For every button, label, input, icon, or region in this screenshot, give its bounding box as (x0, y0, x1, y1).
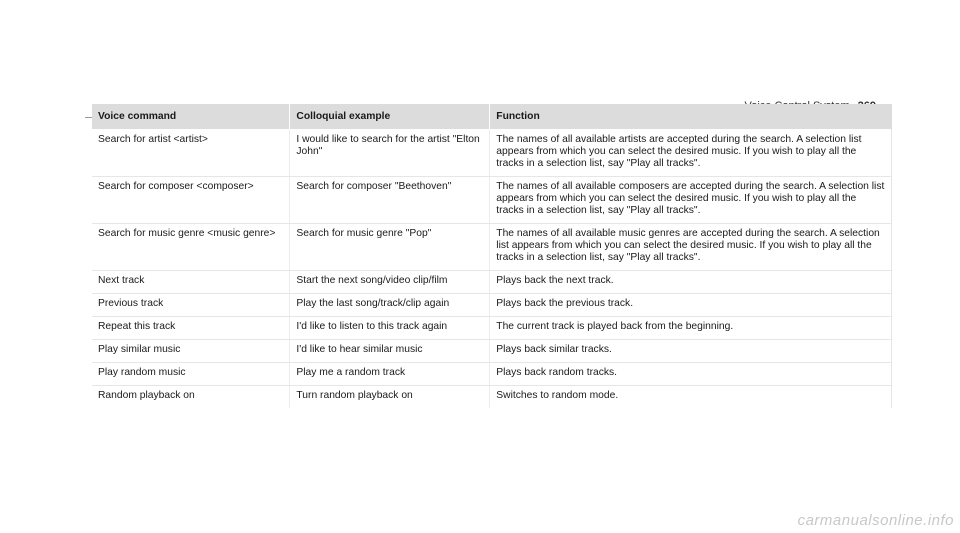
cell-example: Search for music genre "Pop" (290, 224, 490, 271)
cell-function: Plays back the previous track. (490, 294, 892, 317)
cell-function: The current track is played back from the beginning. (490, 317, 892, 340)
cell-example: I'd like to listen to this track again (290, 317, 490, 340)
cell-example: Turn random playback on (290, 386, 490, 409)
table-row (92, 317, 892, 340)
table-row (92, 130, 892, 177)
cell-function: The names of all available composers are accepted during the search. A selection list appears from which you can select the desired music. If you wish to play all the tracks in a selection list, say "Play all tracks". (490, 177, 892, 224)
cell-example: I'd like to hear similar music (290, 340, 490, 363)
column-header-colloquial-example: Colloquial example (290, 104, 490, 130)
table-row (92, 177, 892, 224)
watermark: carmanualsonline.info (797, 512, 954, 529)
table-row (92, 294, 892, 317)
cell-command: Search for artist <artist> (92, 130, 290, 177)
cell-example: Play me a random track (290, 363, 490, 386)
cell-example: I would like to search for the artist "Elton John" (290, 130, 490, 177)
cell-command: Previous track (92, 294, 290, 317)
cell-command: Play random music (92, 363, 290, 386)
cell-command: Play similar music (92, 340, 290, 363)
cell-command: Random playback on (92, 386, 290, 409)
cell-function: Plays back random tracks. (490, 363, 892, 386)
table-row (92, 386, 892, 409)
cell-function: The names of all available music genres are accepted during the search. A selection list appears from which you can select the desired music. If you wish to play all the tracks in a selection list, say "Play all tracks". (490, 224, 892, 271)
table-row (92, 224, 892, 271)
table-row (92, 363, 892, 386)
cell-function: Plays back similar tracks. (490, 340, 892, 363)
voice-command-table (92, 104, 892, 408)
cell-example: Play the last song/track/clip again (290, 294, 490, 317)
table-row (92, 271, 892, 294)
cell-command: Search for music genre <music genre> (92, 224, 290, 271)
cell-function: Switches to random mode. (490, 386, 892, 409)
cell-example: Search for composer "Beethoven" (290, 177, 490, 224)
cell-function: The names of all available artists are accepted during the search. A selection list appears from which you can select the desired music. If you wish to play all the tracks in a selection list, say "Play all tracks". (490, 130, 892, 177)
cell-command: Repeat this track (92, 317, 290, 340)
column-header-function: Function (490, 104, 892, 130)
column-header-voice-command: Voice command (92, 104, 290, 130)
cell-example: Start the next song/video clip/film (290, 271, 490, 294)
cell-function: Plays back the next track. (490, 271, 892, 294)
table-row (92, 340, 892, 363)
table-header-row (92, 104, 892, 130)
cell-command: Next track (92, 271, 290, 294)
cell-command: Search for composer <composer> (92, 177, 290, 224)
